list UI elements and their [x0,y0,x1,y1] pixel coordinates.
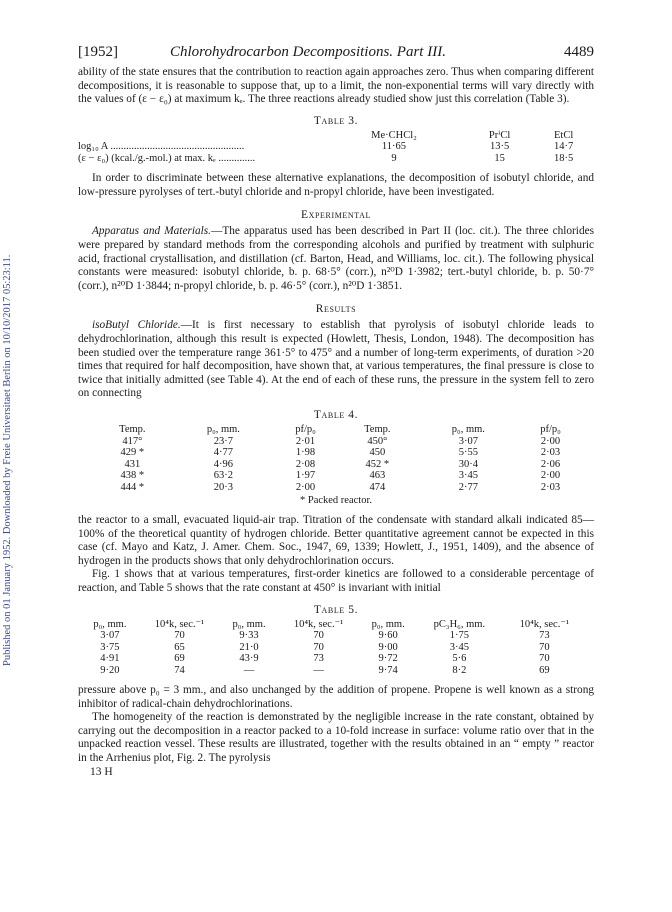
table5-header: 10⁴k, sec.⁻¹ [519,618,570,630]
page-body [78,44,594,778]
table5 [82,619,586,677]
table3-row [78,153,594,165]
paragraph-6: Fig. 1 shows that at various temperatures, first-order kinetics are followed to a considerable percentage of reaction, and Table 5 shows that the rate constant at 450° is invariant with initial [78,568,594,594]
table4 [92,424,582,493]
table4-cell: 474 [369,481,386,493]
table4-cell: 452 * [365,458,390,470]
table4-row [92,459,582,471]
header-year: [1952] [78,44,118,60]
table4-cell: 2·00 [295,481,316,493]
table4-header: p₀, mm. [206,424,240,435]
table5-header-row [82,619,586,631]
table5-cell: 70 [174,630,185,642]
table3-caption: Table 3. [313,114,359,127]
table5-row [82,665,586,677]
table4-cell: 2·01 [295,435,316,447]
table5-row [82,653,586,665]
running-header [78,44,594,66]
table5-caption: Table 5. [313,603,359,616]
table3-cell: 9 [391,152,397,164]
table5-cell: 69 [539,664,550,676]
table5-cell: 9·72 [378,653,398,665]
table4-header: pf/p₀ [295,424,316,435]
table5-cell: 43·9 [239,653,259,665]
table4-cell: 2·03 [540,447,561,458]
table5-cell: 9·74 [378,664,398,676]
table4-cell: 463 [369,470,386,481]
table5-row [82,642,586,654]
table4-cell: 450° [367,435,388,447]
table4-cell: 431 [124,458,141,470]
table4-cell: 2·00 [540,435,561,447]
table5-cell: 65 [174,641,185,653]
table4-cell: 2·08 [295,458,316,470]
table5-header: 10⁴k, sec.⁻¹ [293,618,344,630]
table5-cell: 3·07 [100,630,120,642]
table4-row [92,447,582,459]
table4-row [92,482,582,494]
table5-header: pC₃H₆, mm. [433,618,486,630]
table5-cell: 5·6 [452,653,467,665]
table5-row [82,630,586,642]
table3-header-row [78,130,594,142]
table3-cell: 13·5 [489,141,510,153]
table5-cell: — [243,664,255,676]
paragraph-8: The homogeneity of the reaction is demonstrated by the negligible increase in the rate constant, obtained by carrying out the decomposition in a reactor packed to a 10-fold increase in surface: volume ratio over that in the unpacked reaction vessel. These results are illustrated, together with the results obtained in an “ empty ” reactor in the Arrhenius plot, Fig. 2. The pyrolysis [78,711,594,765]
table4-cell: 23·7 [213,435,233,447]
table5-cell: — [313,664,324,676]
table4-cell: 2·06 [540,458,561,470]
page-number: 4489 [564,44,594,60]
paragraph-3-text: —The apparatus used has been described in Part II (loc. cit.). The three chlorides were prepared by standard methods from the corresponding alcohols and purified by treatment with sulphuric acid, fractional crystallisation, and distillation (cf. Barton, Head, and Williams, loc. cit.). The following physical constants were measured: isobutyl chloride, b. p. 68·5° (corr.), n²⁰D 1·3982; tert.-butyl chloride, b. p. 50·7° (corr.), n²⁰D 1·3844; n-propyl chloride, b. p. 46·5° (corr.), n²⁰D 1·3851. [78,225,594,292]
table4-cell: 3·07 [458,435,478,447]
table5-cell: 70 [539,653,550,665]
table3-header: PrⁱCl [488,129,511,141]
table5-cell: 73 [539,630,550,642]
table3-cell: 18·5 [554,152,574,164]
results-heading: Results [315,303,357,316]
table4-note: * Packed reactor. [299,495,372,506]
header-title: Chlorohydrocarbon Decompositions. Part III. [170,44,446,60]
table3 [78,130,594,165]
publication-sidebar: Published on 01 January 1952. Downloaded by Freie Universitaet Berlin on 10/10/2017 05:23:11. [2,254,13,666]
table4-cell: 417° [122,435,143,447]
table4-caption: Table 4. [313,409,359,421]
paragraph-4-lead: isoButyl Chloride. [92,319,181,332]
table4-cell: 20·3 [213,481,233,493]
table4-cell: 5·55 [458,447,478,458]
table5-cell: 9·00 [378,641,398,653]
table3-row-label: log₁₀ A ................................................... [78,141,245,153]
paragraph-4-text: —It is first necessary to establish that pyrolysis of isobutyl chloride leads to dehydrochlorination, although this result is expected (Howlett, Thesis, London, 1948). The decomposition has been studied over the temperature range 361·5° to 475° and a number of long-term experiments, of duration >20 times that required for half decomposition, have shown that, at various temperatures, the final pressure is close to twice that initially admitted (see Table 4). At the end of each of these runs, the pressure in the system fell to zero on connecting [78,319,594,400]
paragraph-1: ability of the state ensures that the contribution to reaction again approaches zero. Thus when comparing different decompositions, it is reasonable to suppose that, up to a limit, the non-exponential terms will vary directly with the values of (ε − ε₀) at maximum kₑ. The three reactions already studied show just this correlation (Table 3). [78,66,594,106]
table4-cell: 30·4 [458,458,478,470]
table5-header: p₀, mm. [232,618,266,630]
table4-cell: 3·45 [458,470,478,481]
table4-header: Temp. [119,424,146,435]
table5-cell: 73 [313,653,324,665]
table3-header: Me·CHCl₂ [371,129,417,141]
table5-cell: 70 [539,641,550,653]
table4-row [92,436,582,448]
paragraph-7: pressure above p₀ = 3 mm., and also unchanged by the addition of propene. Propene is well known as a strong inhibitor of radical-chain dehydrochlorinations. [78,684,594,710]
table4-header: pf/p₀ [540,424,561,435]
table5-cell: 74 [174,664,185,676]
table4-cell: 2·03 [540,481,561,493]
table4-cell: 2·77 [458,481,478,493]
table5-cell: 21·0 [239,641,259,653]
table5-header: 10⁴k, sec.⁻¹ [154,618,205,630]
table5-header: p₀, mm. [371,618,405,630]
table4-cell: 63·2 [213,470,233,481]
table4-cell: 438 * [120,470,145,481]
experimental-heading: Experimental [300,209,372,222]
paragraph-3 [78,225,594,293]
table4-row [92,470,582,482]
paragraph-4 [78,319,594,401]
table5-cell: 3·45 [449,641,469,653]
table4-cell: 444 * [120,481,145,493]
table5-cell: 69 [174,653,185,665]
table5-cell: 70 [313,641,324,653]
table4-header: Temp. [364,424,391,435]
table4-cell: 1·97 [295,470,316,481]
table5-cell: 8·2 [452,664,467,676]
paragraph-2: In order to discriminate between these alternative explanations, the decomposition of isobutyl chloride, and low-pressure pyrolyses of tert.-butyl chloride and n-propyl chloride, have been investigated. [78,172,594,198]
table4-cell: 1·98 [295,447,316,458]
table4-cell: 4·77 [213,447,233,458]
paragraph-5: the reactor to a small, evacuated liquid-air trap. Titration of the condensate with standard alkali indicated 85—100% of the theoretical quantity of hydrogen chloride. Better quantitative agreement cannot be expected in this case (cf. Mayo and Katz, J. Amer. Chem. Soc., 1947, 69, 1339; Howlett, J., 1951, 1409), and the absence of hydrogen in the products shows that only dehydrochlorination occurs. [78,514,594,567]
table4-header-row [92,424,582,436]
table3-header: EtCl [554,129,574,141]
table5-cell: 3·75 [100,641,120,653]
table4-cell: 4·96 [213,458,233,470]
table4-header: p₀, mm. [451,424,485,435]
paragraph-3-lead: Apparatus and Materials. [92,225,212,238]
table3-cell: 11·65 [381,141,407,153]
table4-cell: 429 * [120,447,145,458]
table3-row-label: (ε − ε₀) (kcal./g.-mol.) at max. kₑ .............. [78,152,256,164]
table5-cell: 1·75 [449,630,469,642]
table4-cell: 450 [369,447,386,458]
table3-cell: 14·7 [554,141,574,153]
table3-cell: 15 [494,152,505,164]
table5-cell: 9·20 [100,664,120,676]
table3-row [78,141,594,153]
table5-cell: 4·91 [100,653,120,665]
signature-mark: 13 H [90,765,113,778]
table3-corner [78,130,322,142]
table5-cell: 9·60 [378,630,398,642]
table5-cell: 70 [313,630,324,642]
table5-cell: 9·33 [239,630,259,642]
table5-header: p₀, mm. [93,618,127,630]
table4-cell: 2·00 [540,470,561,481]
